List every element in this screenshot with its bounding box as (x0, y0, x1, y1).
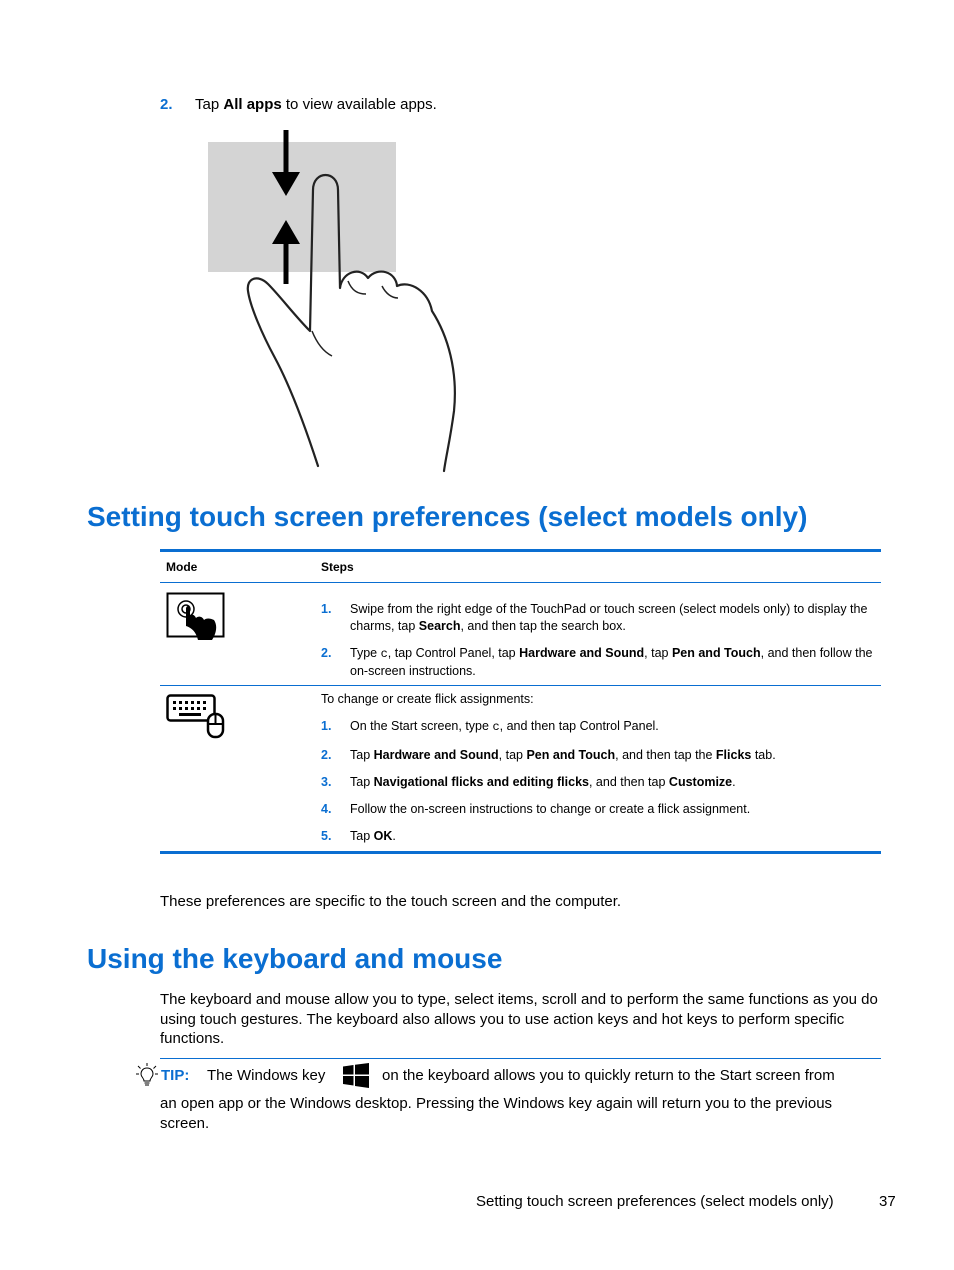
step-number: 2. (321, 646, 332, 660)
step-text: Type c, tap Control Panel, tap Hardware and Sound, tap Pen and Touch, and then follow the on-screen instructions. (350, 646, 873, 678)
table-bottom-rule (160, 851, 881, 854)
step-text: Tap Navigational flicks and editing flicks, and then tap Customize. (350, 775, 736, 789)
section-heading-touch-prefs: Setting touch screen preferences (select models only) (87, 501, 808, 532)
step-text: Tap All apps to view available apps. (195, 96, 437, 113)
step-number: 1. (321, 602, 332, 616)
page-number: 37 (879, 1193, 896, 1210)
swipe-gesture-illustration (200, 126, 470, 476)
tip-text-rest: an open app or the Windows desktop. Pressing the Windows key again will return you to the previous screen. (160, 1095, 833, 1132)
step-text: Swipe from the right edge of the TouchPad or touch screen (select models only) to display the charms, tap Search, and then tap the search box. (350, 602, 868, 633)
row-rule (160, 685, 881, 686)
table-top-rule (160, 549, 881, 552)
header-rule (160, 582, 881, 583)
step-number: 1. (321, 719, 332, 733)
column-header-steps: Steps (321, 560, 354, 574)
touch-screen-tap-icon (166, 592, 226, 646)
prefs-note: These preferences are specific to the touch screen and the computer. (160, 893, 622, 910)
step-number: 4. (321, 802, 332, 816)
tip-text-start: The Windows key (207, 1067, 326, 1084)
tip-text-continued: on the keyboard allows you to quickly return to the Start screen from (382, 1067, 835, 1084)
step-number: 3. (321, 775, 332, 789)
step-text: On the Start screen, type c, and then tap Control Panel. (350, 719, 659, 734)
step-text: Tap OK. (350, 829, 396, 843)
section-heading-keyboard-mouse: Using the keyboard and mouse (87, 943, 503, 974)
column-header-mode: Mode (166, 560, 198, 574)
step-number: 2. (321, 748, 332, 762)
row-intro: To change or create flick assignments: (321, 692, 534, 706)
keyboard-mouse-icon (166, 694, 228, 740)
keyboard-mouse-paragraph: The keyboard and mouse allow you to type, select items, scroll and to perform the same functions as you do using touch gestures. The keyboard also allows you to use action keys and hot keys to perform specific functions. (160, 991, 878, 1047)
lightbulb-icon (136, 1063, 158, 1087)
step-text: Tap Hardware and Sound, tap Pen and Touch, and then tap the Flicks tab. (350, 748, 776, 762)
windows-key-icon (343, 1063, 369, 1088)
tip-rule (160, 1058, 881, 1059)
step-number: 2. (160, 96, 173, 113)
tip-label: TIP: (161, 1067, 190, 1084)
footer-section-title: Setting touch screen preferences (select models only) (476, 1193, 834, 1210)
step-number: 5. (321, 829, 332, 843)
step-text: Follow the on-screen instructions to change or create a flick assignment. (350, 802, 751, 816)
